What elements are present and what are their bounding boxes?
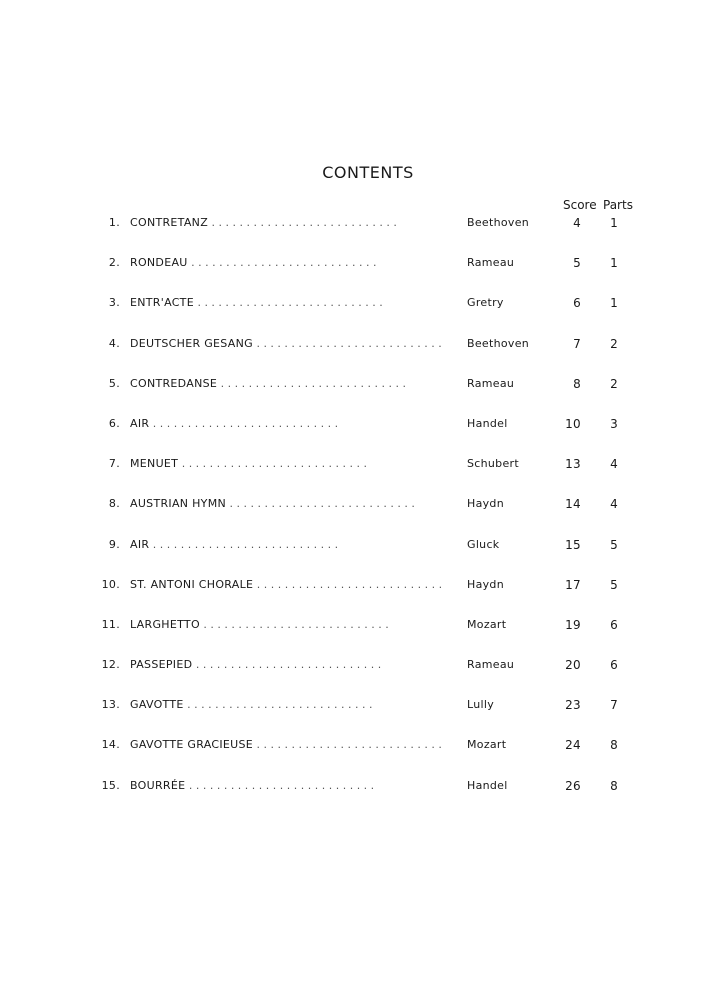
dot-leader: . . . . . . . . . . . . . . . . . . . . . . . . . . . [193,296,383,310]
entry-piece [130,658,458,671]
dot-leader: . . . . . . . . . . . . . . . . . . . . . . . . . . . [199,617,389,631]
entry-composer: Gluck [467,537,500,551]
contents-entry [0,652,722,692]
entry-score-page: 24 [565,738,581,753]
entry-composer: Haydn [467,577,504,591]
entry-parts-page: 8 [610,738,618,753]
dot-leader: . . . . . . . . . . . . . . . . . . . . . . . . . . . [149,416,339,430]
dot-leader: . . . . . . . . . . . . . . . . . . . . . . . . . . . [252,336,442,350]
entry-piece [130,337,458,350]
entry-score-page: 7 [573,336,581,351]
entry-title: PASSEPIED [130,658,193,672]
entry-score-page: 4 [573,216,581,230]
contents-entry [0,371,722,411]
entry-composer: Gretry [467,296,504,310]
dot-leader: . . . . . . . . . . . . . . . . . . . . . . . . . . . [183,698,373,712]
entry-number: 15. [101,778,120,792]
entry-parts-page: 6 [610,617,618,632]
contents-list [0,210,722,813]
entry-title: CONTREDANSE [130,376,218,390]
dot-leader: . . . . . . . . . . . . . . . . . . . . . . . . . . . [226,497,415,511]
entry-number: 11. [101,617,120,631]
entry-composer: Handel [467,778,508,792]
entry-title: AIR [130,537,150,551]
entry-parts-page: 7 [610,698,618,713]
entry-parts-page: 5 [610,537,618,552]
entry-number: 9. [108,537,120,551]
entry-composer: Beethoven [467,336,530,350]
entry-score-page: 19 [565,617,581,632]
entry-parts-page: 6 [610,658,618,673]
entry-composer: Handel [467,416,508,430]
entry-score-page: 17 [565,577,581,592]
entry-parts-page: 5 [610,577,618,592]
entry-composer: Rameau [467,658,515,672]
entry-parts-page: 4 [610,457,618,472]
entry-number: 6. [108,416,120,430]
entry-title: ST. ANTONI CHORALE [130,577,254,591]
entry-title: CONTRETANZ [130,216,209,229]
entry-title: GAVOTTE [130,698,184,712]
contents-entry [0,250,722,290]
entry-score-page: 15 [565,537,581,552]
contents-entry [0,290,722,330]
entry-score-page: 6 [573,296,581,311]
entry-score-page: 10 [565,416,581,431]
entry-number: 3. [108,296,120,310]
entry-title: GAVOTTE GRACIEUSE [130,738,254,752]
entry-title: LARGHETTO [130,617,200,631]
entry-number: 14. [101,738,120,752]
dot-leader: . . . . . . . . . . . . . . . . . . . . . . . . . . . [185,778,375,792]
entry-number: 8. [108,497,120,511]
contents-entry [0,612,722,652]
entry-piece [130,216,458,229]
entry-piece [130,698,458,711]
dot-leader: . . . . . . . . . . . . . . . . . . . . . . . . . . . [192,658,382,672]
entry-composer: Mozart [467,738,507,752]
dot-leader: . . . . . . . . . . . . . . . . . . . . . . . . . . . [253,738,442,752]
entry-composer: Mozart [467,617,507,631]
entry-score-page: 13 [565,457,581,472]
entry-number: 2. [108,256,120,270]
entry-piece [130,377,458,390]
entry-composer: Rameau [467,256,515,270]
entry-piece [130,497,458,510]
entry-number: 7. [108,457,120,471]
entry-composer: Schubert [467,457,519,471]
parts-column-header: Parts [603,198,633,212]
entry-piece [130,538,458,551]
entry-title: ENTR'ACTE [130,296,194,310]
entry-piece [130,618,458,631]
dot-leader: . . . . . . . . . . . . . . . . . . . . . . . . . . . [149,537,339,551]
entry-parts-page: 8 [610,778,618,793]
entry-score-page: 5 [573,256,581,271]
page-title: CONTENTS [322,163,414,182]
contents-entry [0,692,722,732]
contents-entry [0,451,722,491]
entry-piece [130,578,458,591]
entry-number: 4. [108,336,120,350]
dot-leader: . . . . . . . . . . . . . . . . . . . . . . . . . . . [217,376,406,390]
entry-piece [130,779,458,792]
entry-parts-page: 2 [610,336,618,351]
entry-composer: Lully [467,698,495,712]
contents-entry [0,732,722,772]
entry-number: 13. [101,698,120,712]
entry-number: 5. [108,376,120,390]
entry-score-page: 23 [565,698,581,713]
entry-parts-page: 1 [610,296,618,311]
entry-number: 10. [101,577,120,591]
entry-title: BOURRÉE [130,778,186,792]
entry-number: 12. [101,658,120,672]
entry-piece [130,296,458,309]
entry-title: RONDEAU [130,256,188,270]
entry-parts-page: 2 [610,376,618,391]
entry-title: MENUET [130,457,179,471]
contents-entry [0,491,722,531]
entry-composer: Beethoven [467,216,530,229]
entry-parts-page: 1 [610,216,618,230]
entry-piece [130,417,458,430]
entry-parts-page: 3 [610,416,618,431]
score-column-header: Score [563,198,597,212]
entry-composer: Haydn [467,497,504,511]
dot-leader: . . . . . . . . . . . . . . . . . . . . . . . . . . . [187,256,377,270]
contents-entry [0,773,722,813]
entry-title: DEUTSCHER GESANG [130,336,253,350]
contents-entry [0,210,722,250]
entry-piece [130,457,458,470]
entry-piece [130,738,458,751]
entry-score-page: 8 [573,376,581,391]
contents-entry [0,572,722,612]
entry-composer: Rameau [467,376,515,390]
contents-entry [0,411,722,451]
entry-parts-page: 4 [610,497,618,512]
entry-title: AUSTRIAN HYMN [130,497,227,511]
dot-leader: . . . . . . . . . . . . . . . . . . . . . . . . . . . [178,457,368,471]
contents-entry [0,532,722,572]
entry-score-page: 26 [565,778,581,793]
contents-entry [0,331,722,371]
entry-number: 1. [108,216,120,229]
dot-leader: . . . . . . . . . . . . . . . . . . . . . . . . . . . [253,577,443,591]
entry-title: AIR [130,416,150,430]
entry-score-page: 20 [565,658,581,673]
entry-score-page: 14 [565,497,581,512]
entry-piece [130,256,458,269]
entry-parts-page: 1 [610,256,618,271]
dot-leader: . . . . . . . . . . . . . . . . . . . . . . . . . . . [208,216,397,229]
